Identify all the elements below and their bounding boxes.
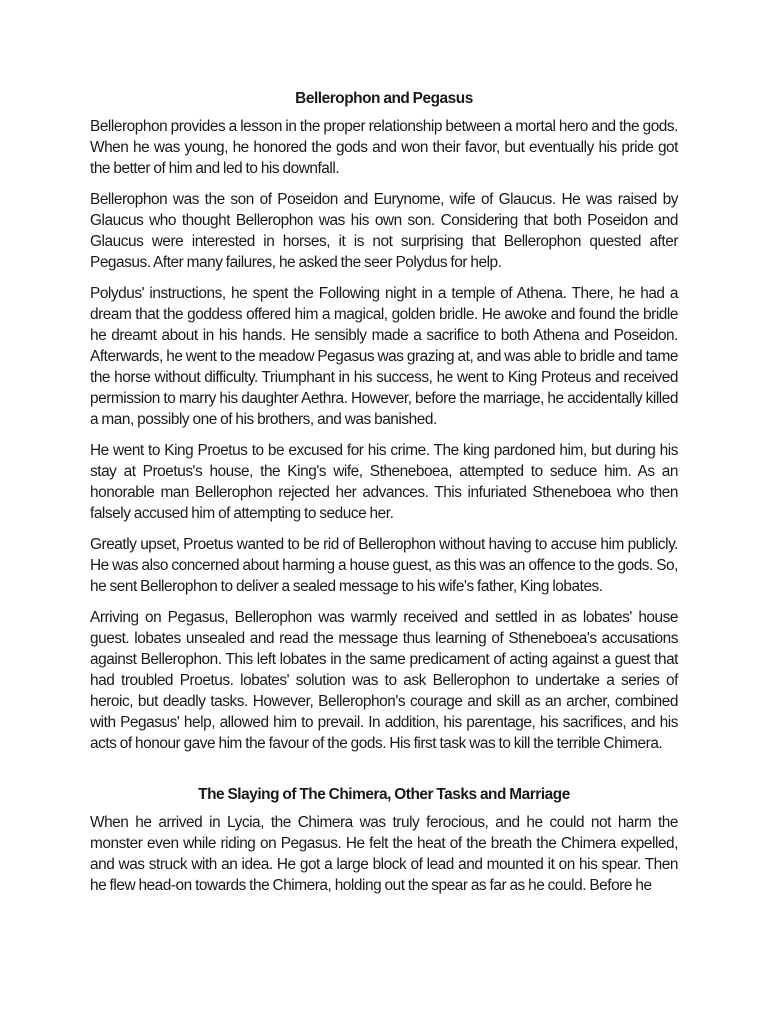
paragraph-5: Greatly upset, Proetus wanted to be rid of Bellerophon without having to accuse him publicly. He was also concerned about harming a house guest, as this was an offence to the gods. So, he sent Bellerophon to deliver a sealed message to his wife's father, King lobates. (90, 536, 678, 595)
paragraph-1: Bellerophon provides a lesson in the proper relationship between a mortal hero and the gods. When he was young, he honored the gods and won their favor, but eventually his pride got the better of him and led to his downfall. (90, 118, 678, 177)
document-title: Bellerophon and Pegasus (295, 90, 473, 107)
paragraph-6: Arriving on Pegasus, Bellerophon was warmly received and settled in as lobates' house guest. lobates unsealed and read the message thus learning of Stheneboea's accusations against Bellerophon. This left lobates in the same predicament of acting against a guest that had troubled Proetus. lobates' solution was to ask Bellerophon to undertake a series of heroic, but deadly tasks. However, Bellerophon's courage and skill as an archer, combined with Pegasus' help, allowed him to prevail. In addition, his parentage, his sacrifices, and his acts of honour gave him the favour of the gods. His first task was to kill the terrible Chimera. (90, 609, 678, 752)
section-paragraph: When he arrived in Lycia, the Chimera was truly ferocious, and he could not harm the monster even while riding on Pegasus. He felt the heat of the breath the Chimera expelled, and was struck with an idea. He got a large block of lead and mounted it on his spear. Then he flew head-on towards the Chimera, holding out the spear as far as he could. Before he (90, 814, 678, 894)
paragraph-4: He went to King Proetus to be excused for his crime. The king pardoned him, but during his stay at Proetus's house, the King's wife, Stheneboea, attempted to seduce him. As an honorable man Bellerophon rejected her advances. This infuriated Stheneboea who then falsely accused him of attempting to seduce her. (90, 442, 678, 522)
section-heading: The Slaying of The Chimera, Other Tasks and Marriage (198, 786, 570, 803)
paragraph-3: Polydus' instructions, he spent the Following night in a temple of Athena. There, he had a dream that the goddess offered him a magical, golden bridle. He awoke and found the bridle he dreamt about in his hands. He sensibly made a sacrifice to both Athena and Poseidon. Afterwards, he went to the meadow Pegasus was grazing at, and was able to bridle and tame the horse without difficulty. Triumphant in his success, he went to King Proteus and received permission to marry his daughter Aethra. However, before the marriage, he accidentally killed a man, possibly one of his brothers, and was banished. (90, 285, 678, 428)
paragraph-2: Bellerophon was the son of Poseidon and Eurynome, wife of Glaucus. He was raised by Glaucus who thought Bellerophon was his own son. Considering that both Poseidon and Glaucus were interested in horses, it is not surprising that Bellerophon quested after Pegasus. After many failures, he asked the seer Polydus for help. (90, 191, 678, 271)
document-page (90, 88, 678, 906)
